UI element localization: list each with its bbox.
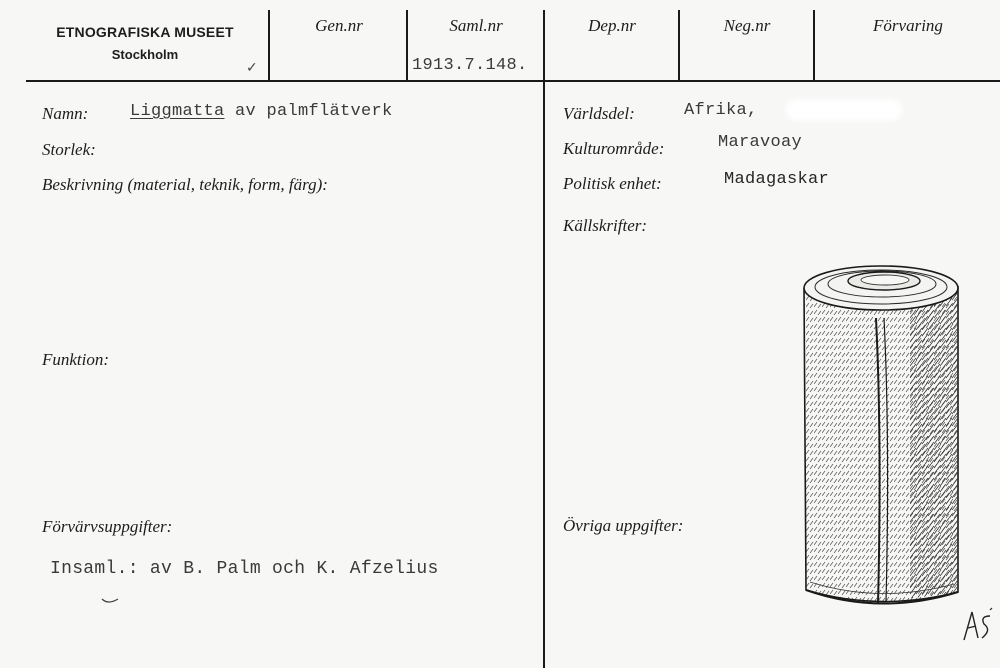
namn-value-main: Liggmatta — [130, 102, 225, 121]
forvarv-value: Insaml.: av B. Palm och K. Afzelius — [50, 559, 439, 579]
header-divider — [678, 10, 680, 80]
kulturomrade-label: Kulturområde: — [563, 139, 665, 158]
politisk-label: Politisk enhet: — [563, 174, 662, 193]
kulturomrade-value: Maravoay — [718, 133, 803, 152]
column-dep-nr: Dep.nr — [588, 16, 636, 35]
politisk-value: Madagaskar — [724, 170, 830, 189]
storlek-label: Storlek: — [42, 140, 96, 159]
kallskrifter-label: Källskrifter: — [563, 216, 648, 235]
ovriga-label: Övriga uppgifter: — [563, 516, 684, 535]
header-divider — [406, 10, 408, 80]
namn-value-rest: av palmflätverk — [224, 102, 393, 121]
pen-mark — [100, 596, 122, 606]
column-forvaring: Förvaring — [873, 16, 943, 35]
check-mark: ✓ — [246, 60, 258, 76]
column-gen-nr: Gen.nr — [315, 16, 363, 35]
artist-initials — [960, 602, 996, 646]
namn-value — [130, 102, 393, 121]
saml-nr-value: 1913.7.148. — [412, 56, 528, 75]
museum-name: ETNOGRAFISKA MUSEET — [56, 24, 234, 40]
funktion-label: Funktion: — [42, 350, 110, 369]
header-rule — [26, 80, 1000, 82]
varldsdel-label: Världsdel: — [563, 104, 635, 123]
redaction-mask — [786, 99, 902, 121]
museum-city: Stockholm — [111, 47, 179, 62]
namn-label: Namn: — [42, 104, 89, 123]
column-neg-nr: Neg.nr — [723, 16, 771, 35]
header-divider — [268, 10, 270, 80]
varldsdel-value: Afrika, — [684, 101, 758, 120]
rolled-mat-illustration — [790, 260, 970, 620]
forvarv-label: Förvärvsuppgifter: — [42, 517, 173, 536]
header-divider — [543, 10, 545, 80]
beskrivning-label: Beskrivning (material, teknik, form, färg): — [42, 175, 328, 194]
center-divider — [543, 81, 545, 668]
header-divider — [813, 10, 815, 80]
column-saml-nr: Saml.nr — [449, 16, 503, 35]
